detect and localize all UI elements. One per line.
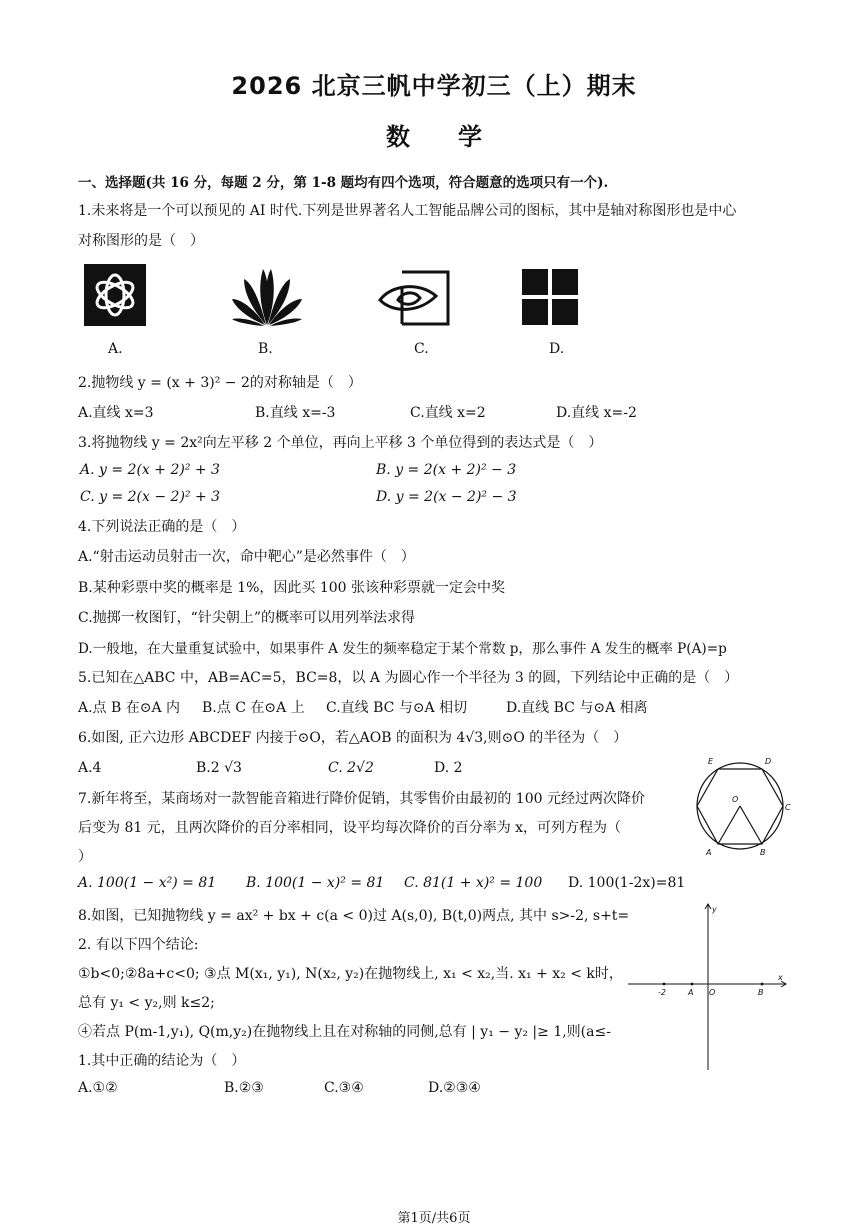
q3-stem: 3.将抛物线 y = 2x²向左平移 2 个单位，再向上平移 3 个单位得到的表达式是（ ） (78, 435, 603, 451)
coordinate-axes-figure (626, 900, 790, 1072)
q8-stem-line5: ④若点 P(m-1,y₁), Q(m,y₂)在抛物线上且在对称轴的同侧,总有 | y₁ − y₂ |≥ 1,则(a≤- (78, 1024, 611, 1040)
q2-stem: 2.抛物线 y = (x + 3)² − 2的对称轴是（ ） (78, 375, 362, 391)
q7-option-b[interactable]: B. 100(1 − x)² = 81 (246, 875, 385, 891)
microsoft-logo-icon (522, 269, 578, 325)
q2-option-c[interactable]: C.直线 x=2 (410, 405, 486, 421)
q7-option-c[interactable]: C. 81(1 + x)² = 100 (404, 875, 543, 891)
q8-stem-line4: 总有 y₁ < y₂,则 k≤2; (78, 995, 215, 1011)
q1-stem-line1: 1.未来将是一个可以预见的 AI 时代.下列是世界著名人工智能品牌公司的图标，其中是轴对称图形也是中心 (78, 203, 737, 219)
q6-option-c[interactable]: C. 2√2 (328, 760, 374, 776)
q1-stem-line2: 对称图形的是（ ） (78, 233, 204, 249)
fig8-label-neg2: -2 (658, 988, 666, 997)
q8-option-c[interactable]: C.③④ (324, 1080, 364, 1096)
q6-option-d[interactable]: D. 2 (434, 760, 463, 776)
section-heading: 一、选择题(共 16 分，每题 2 分，第 1-8 题均有四个选项，符合题意的选项只有一个). (78, 175, 609, 191)
q7-option-d[interactable]: D. 100(1-2x)=81 (568, 875, 686, 891)
q3-option-d[interactable]: D. y = 2(x − 2)² − 3 (376, 489, 517, 505)
nvidia-logo-icon (376, 270, 450, 326)
fig8-label-a: A (688, 988, 694, 997)
q2-option-a[interactable]: A.直线 x=3 (78, 405, 154, 421)
huawei-logo-icon (230, 267, 304, 327)
fig8-label-o: O (709, 988, 716, 997)
q2-option-d[interactable]: D.直线 x=-2 (556, 405, 637, 421)
q7-stem-line3: ） (78, 849, 92, 865)
q4-option-a[interactable]: A.“射击运动员射击一次，命中靶心”是必然事件（ ） (78, 549, 415, 565)
hexagon-circle-figure (694, 752, 796, 860)
page-footer: 第1页/共6页 (397, 1211, 471, 1226)
fig6-label-b: B (760, 848, 766, 857)
q4-option-c[interactable]: C.抛掷一枚图钉，“针尖朝上”的概率可以用列举法求得 (78, 610, 415, 626)
q3-option-a[interactable]: A. y = 2(x + 2)² + 3 (80, 462, 220, 478)
q1-option-b[interactable]: B. (258, 341, 273, 357)
q5-stem: 5.已知在△ABC 中，AB=AC=5，BC=8，以 A 为圆心作一个半径为 3 的圆，下列结论中正确的是（ ） (78, 670, 739, 686)
q5-option-c[interactable]: C.直线 BC 与⊙A 相切 (326, 700, 468, 716)
q8-stem-line3: ①b<0;②8a+c<0; ③点 M(x₁, y₁), N(x₂, y₂)在抛物线上, x₁ < x₂,当. x₁ + x₂ < k时， (78, 966, 623, 982)
fig8-label-x: x (778, 973, 783, 982)
q7-stem-line1: 7.新年将至，某商场对一款智能音箱进行降价促销，其零售价由最初的 100 元经过两次降价 (78, 791, 645, 807)
fig6-label-o: O (732, 795, 739, 804)
fig6-label-d: D (765, 757, 772, 766)
fig6-label-e: E (708, 757, 714, 766)
fig8-label-b: B (758, 988, 764, 997)
q5-option-b[interactable]: B.点 C 在⊙A 上 (202, 700, 305, 716)
q5-option-d[interactable]: D.直线 BC 与⊙A 相离 (506, 700, 648, 716)
q6-option-a[interactable]: A.4 (78, 760, 102, 776)
q8-option-b[interactable]: B.②③ (224, 1080, 264, 1096)
q4-stem: 4.下列说法正确的是（ ） (78, 519, 246, 535)
q1-option-c[interactable]: C. (414, 341, 429, 357)
q8-option-d[interactable]: D.②③④ (428, 1080, 481, 1096)
q7-stem-line2: 后变为 81 元，且两次降价的百分率相同，设平均每次降价的百分率为 x，可列方程为（ (78, 820, 622, 836)
fig6-label-a: A (706, 848, 712, 857)
q8-stem-line1: 8.如图，已知抛物线 y = ax² + bx + c(a < 0)过 A(s,0), B(t,0)两点, 其中 s>-2, s+t= (78, 908, 630, 924)
q8-option-a[interactable]: A.①② (78, 1080, 118, 1096)
q2-option-b[interactable]: B.直线 x=-3 (255, 405, 336, 421)
q8-stem-line6: 1.其中正确的结论为（ ） (78, 1053, 246, 1069)
q6-option-b[interactable]: B.2 √3 (196, 760, 242, 776)
q6-stem: 6.如图, 正六边形 ABCDEF 内接于⊙O，若△AOB 的面积为 4√3,则⊙O 的半径为（ ） (78, 730, 628, 746)
q4-option-b[interactable]: B.某种彩票中奖的概率是 1%，因此买 100 张该种彩票就一定会中奖 (78, 580, 506, 596)
q7-option-a[interactable]: A. 100(1 − x²) = 81 (78, 875, 217, 891)
q8-stem-line2: 2. 有以下四个结论: (78, 937, 199, 953)
q3-option-b[interactable]: B. y = 2(x + 2)² − 3 (376, 462, 517, 478)
q4-option-d[interactable]: D.一般地，在大量重复试验中，如果事件 A 发生的频率稳定于某个常数 p，那么事件 A 发生的概率 P(A)=p (78, 641, 727, 657)
fig8-label-y: y (712, 905, 717, 914)
page-title: 2026 北京三帆中学初三（上）期末 (231, 72, 637, 100)
subject-title: 数 学 (386, 123, 482, 151)
openai-logo-icon (84, 264, 146, 326)
q1-option-d[interactable]: D. (549, 341, 565, 357)
q1-option-a[interactable]: A. (108, 341, 123, 357)
fig6-label-c: C (785, 803, 791, 812)
q3-option-c[interactable]: C. y = 2(x − 2)² + 3 (80, 489, 221, 505)
q5-option-a[interactable]: A.点 B 在⊙A 内 (78, 700, 181, 716)
